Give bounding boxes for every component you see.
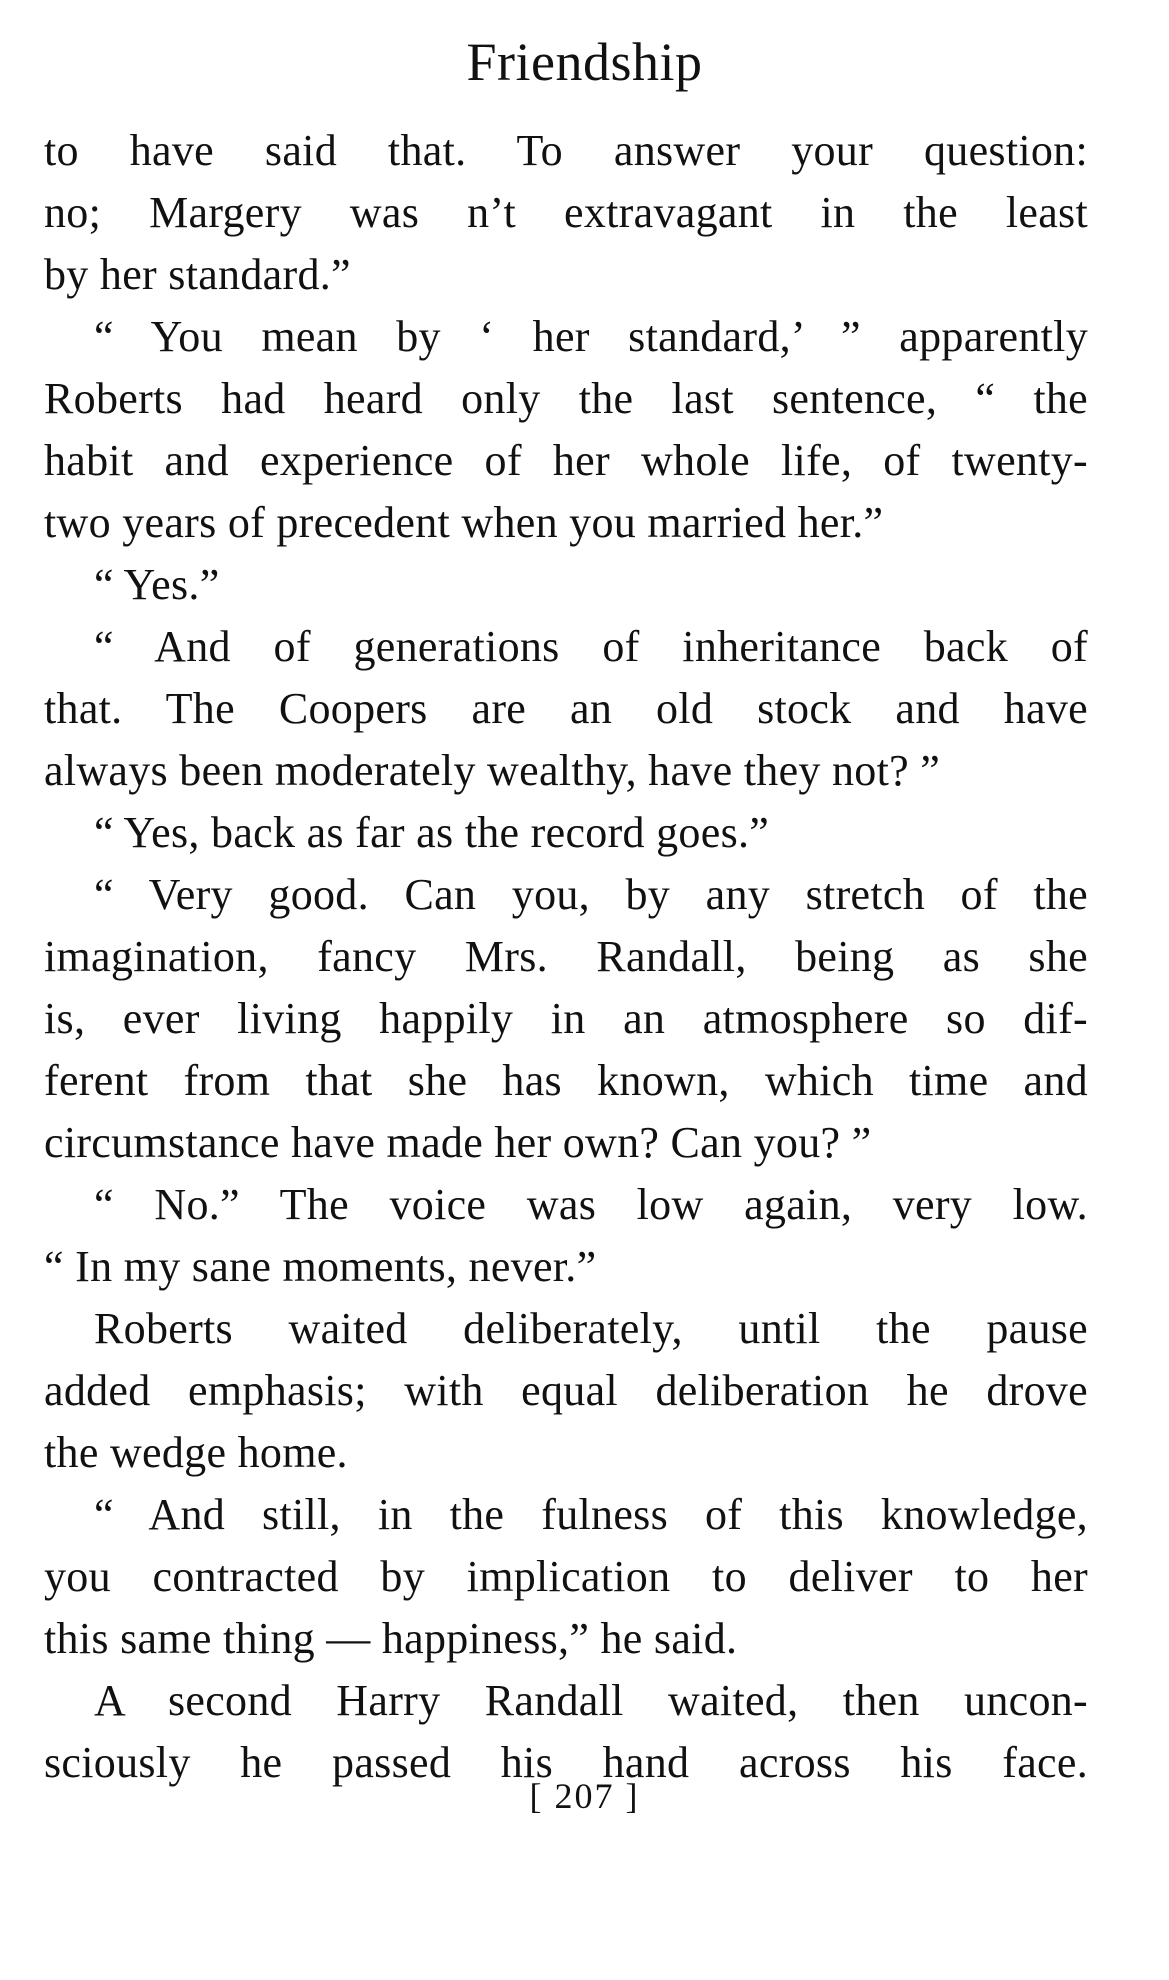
text-line: A second Harry Randall waited, then uncon- <box>94 1676 1088 1725</box>
text-line: always been moderately wealthy, have they not? ” <box>44 746 941 795</box>
text-line: “ You mean by ‘ her standard,’ ” apparently <box>94 312 1088 361</box>
text-line: “ And still, in the fulness of this knowledge, <box>94 1490 1088 1539</box>
text-line: imagination, fancy Mrs. Randall, being as she <box>44 932 1088 981</box>
page-number: [ 207 ] <box>529 1776 640 1816</box>
text-line: you contracted by implication to deliver to her <box>44 1552 1088 1601</box>
text-line: sciously he passed his hand across his face. <box>44 1738 1088 1787</box>
text-line: “ And of generations of inheritance back of <box>94 622 1088 671</box>
text-line: that. The Coopers are an old stock and have <box>44 684 1088 733</box>
body-text <box>44 120 1088 1794</box>
text-line: this same thing — happiness,” he said. <box>44 1614 738 1663</box>
text-line: ferent from that she has known, which time and <box>44 1056 1088 1105</box>
text-line: to have said that. To answer your question: <box>44 126 1088 175</box>
text-line: is, ever living happily in an atmosphere so dif- <box>44 994 1088 1043</box>
text-line: by her standard.” <box>44 250 351 299</box>
text-line: habit and experience of her whole life, of twenty- <box>44 436 1088 485</box>
text-line: two years of precedent when you married her.” <box>44 498 884 547</box>
running-head: Friendship <box>466 32 703 92</box>
text-line: no; Margery was n’t extravagant in the least <box>44 188 1088 237</box>
text-line: Roberts waited deliberately, until the pause <box>94 1304 1088 1353</box>
text-line: “ Very good. Can you, by any stretch of the <box>94 870 1088 919</box>
text-line: circumstance have made her own? Can you? ” <box>44 1118 872 1167</box>
text-line: added emphasis; with equal deliberation he drove <box>44 1366 1088 1415</box>
text-line: “ In my sane moments, never.” <box>44 1242 597 1291</box>
text-line: “ Yes, back as far as the record goes.” <box>94 808 770 857</box>
text-line: the wedge home. <box>44 1428 348 1477</box>
text-line: “ No.” The voice was low again, very low. <box>94 1180 1088 1229</box>
text-line: “ Yes.” <box>94 560 220 609</box>
text-line: Roberts had heard only the last sentence, “ the <box>44 374 1088 423</box>
